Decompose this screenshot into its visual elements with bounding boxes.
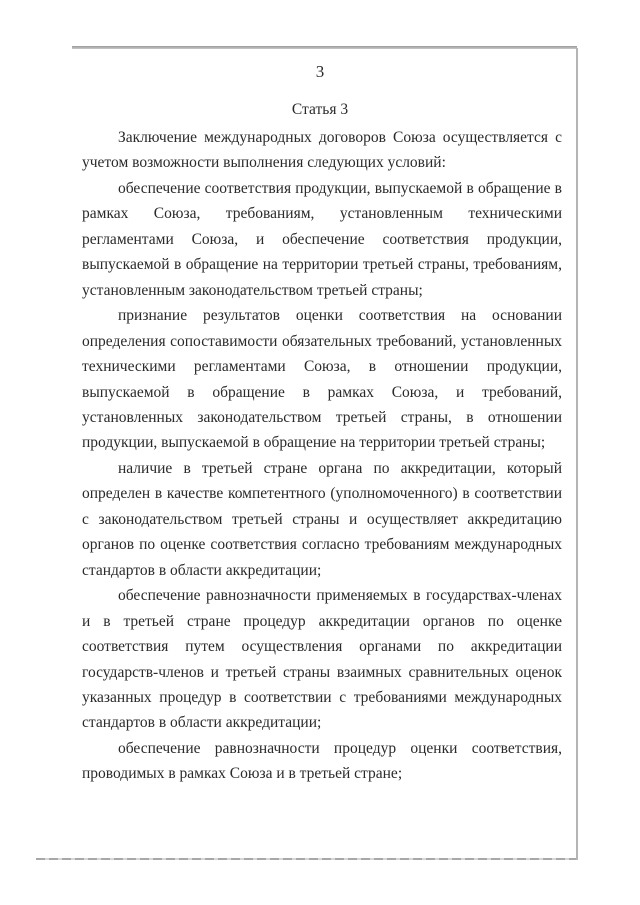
scan-edge-bottom bbox=[36, 858, 576, 860]
paragraph-recognition-of-results: признание результатов оценки соответствия на основании определения сопоставимости обязательных требований, установленных техническими регламентами Союза, в отношении продукции, выпускаемой в обращение в рамках Союза, и требований, установленных законодательством третьей страны, в отношении продукции, выпускаемой в обращение на территории третьей страны; bbox=[82, 307, 562, 452]
page-number: 3 bbox=[315, 62, 325, 81]
paragraph-product-conformity: обеспечение соответствия продукции, выпускаемой в обращение в рамках Союза, требованиям, установленным техническими регламентами Союза, и обеспечение соответствия продукции, выпускаемой в обращение на территории третьей страны, требованиям, установленным законодательством третьей страны; bbox=[82, 179, 562, 299]
paragraph-accreditation-body: наличие в третьей стране органа по аккредитации, который определен в качестве компетентного (уполномоченного) в соответствии с законодательством третьей страны и осуществляет аккредитацию органов по оценке соответствия согласно требованиям международных стандартов в области аккредитации; bbox=[82, 459, 562, 579]
scan-edge-top bbox=[72, 46, 577, 49]
document-body bbox=[82, 125, 562, 787]
paragraph-assessment-equivalence: обеспечение равнозначности процедур оценки соответствия, проводимых в рамках Союза и в третьей стране; bbox=[82, 739, 562, 783]
article-title: Статья 3 bbox=[291, 101, 349, 118]
scan-edge-right bbox=[576, 48, 578, 860]
paragraph-accreditation-equivalence: обеспечение равнозначности применяемых в государствах-членах и в третьей стране процедур аккредитации органов по оценке соответствия путем осуществления органами по аккредитации государств-членов и третьей страны взаимных сравнительных оценок указанных процедур в соответствии с требованиями международных стандартов в области аккредитации; bbox=[82, 587, 562, 732]
paragraph-intro: Заключение международных договоров Союза осуществляется с учетом возможности выполнения следующих условий: bbox=[82, 129, 562, 172]
